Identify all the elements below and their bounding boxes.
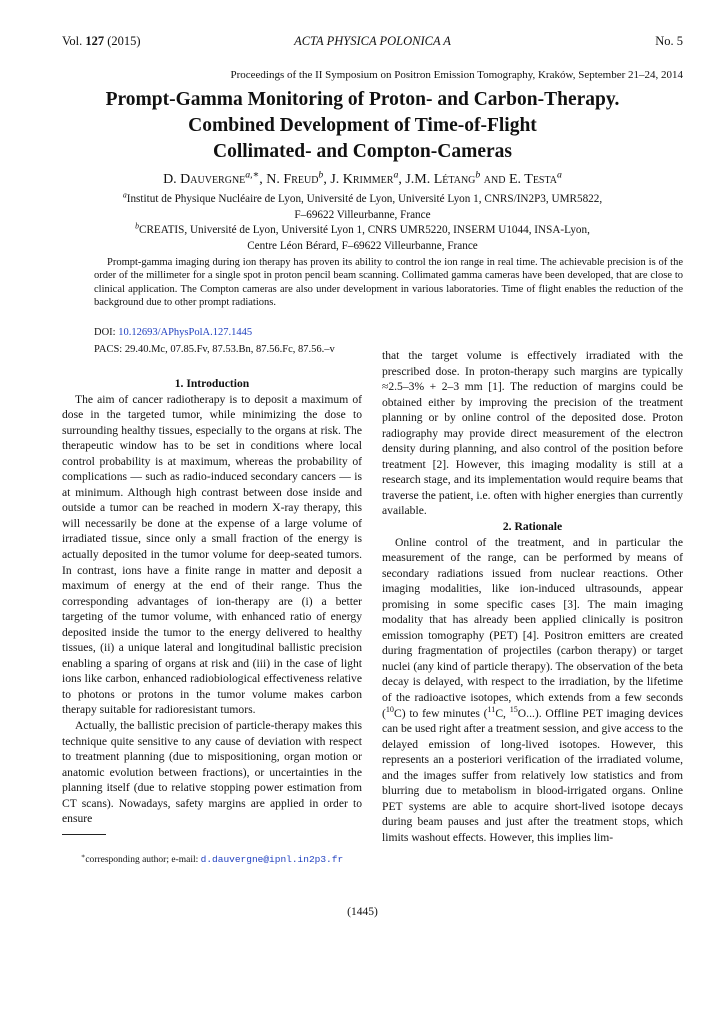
affiliation-a-cont: F–69622 Villeurbanne, France [294, 208, 431, 221]
section-title-rationale: 2. Rationale [502, 520, 563, 534]
author-name: E. Testa [508, 172, 558, 187]
volume-info: Vol. 127 (2015) [62, 34, 141, 48]
proceedings-line: Proceedings of the II Symposium on Positron Emission Tomography, Kraków, September 21–24, 2014 [230, 69, 683, 81]
issue-number: No. 5 [655, 34, 683, 48]
affiliations [40, 192, 685, 254]
journal-name: ACTA PHYSICA POLONICA A [294, 34, 451, 48]
doi-link[interactable]: 10.12693/APhysPolA.127.1445 [118, 327, 253, 338]
footnote: ∗corresponding author; e-mail: d.dauvergne@ipnl.in2p3.fr [80, 852, 344, 865]
affiliation-b: $^b$CREATIS, Université de Lyon, Université Lyon 1, CNRS UMR5220, INSERM U1044, INSA-Lyon, [135, 221, 590, 236]
author-affiliation-mark: a [557, 169, 562, 181]
affiliation-a: $^a$Institut de Physique Nucléaire de Lyon, Université de Lyon, Université Lyon 1, CNRS/IN2P3, UMR5822, [122, 190, 603, 205]
intro-paragraph-continued: that the target volume is effectively irradiated with the prescribed dose. In proton-therapy such margins are typically ≈2.5–3% + 2–3 mm [1]. The reduction of margins could be obtained either by improving the precision of the treatment planning or by online control of the deposited dose. Proton radiography may provide direct measurement of the electron density during planning, and also control of the position before treatment [2]. However, this imaging modality is still at a research stage, and its implementation would require beams that traverse the patient, i.e. often with higher energies than currently available. [382, 349, 683, 518]
author-affiliation-mark: b [475, 169, 481, 181]
title-line-3: Collimated- and Compton-Cameras [213, 141, 512, 162]
email-link[interactable]: d.dauvergne@ipnl.in2p3.fr [200, 854, 344, 865]
pacs-line: PACS: 29.40.Mc, 07.85.Fv, 87.53.Bn, 87.56.Fc, 87.56.–v [94, 344, 335, 355]
intro-paragraph-1: The aim of cancer radiotherapy is to deposit a maximum of dose in the targeted tumor, while minimizing the dose to surrounding healthy tissues, especially to the organs at risk. The therapeutic window has to be set in conditions where local control probability is at maximum, whereas the probability of complications — such as radio-induced secondary cancers — is at minimum. Although high contrast between dose inside and outside a tumor can be reached in modern X-ray therapy, this will necessarily be done at the expense of a large volume of irradiated tissue, since only a small fraction of the energy is actually deposited in the tumor volume for deep-seated tumors. In contrast, ions have a finite range in matter and deposit a maximum of energy at the end of their range. Thus the corresponding advantages of ion-therapy are (i) a better targeting of the tumor volume, with enhanced ratio of energy deposited inside the tumor to the energy delivered to healthy tissues, (ii) a unique lateral and longitudinal ballistic precision enabling a sparing of organs at risk and (iii) in the case of light ions like carbon, enhanced radiobiological effectiveness relative to photons or protons in the tumor volume makes carbon therapy suitable for radioresistant tumors. [62, 392, 362, 717]
doi-line: DOI: 10.12693/APhysPolA.127.1445 [94, 327, 253, 338]
author-affiliation-mark: b [318, 169, 324, 181]
author-name: J. Krimmer [330, 172, 394, 187]
paper-title [40, 87, 685, 165]
author-separator: , [259, 172, 267, 187]
author-name: J.M. Létang [405, 172, 476, 187]
title-line-2: Combined Development of Time-of-Flight [188, 115, 537, 136]
abstract-text: Prompt-gamma imaging during ion therapy has proven its ability to control the ion range in real time. The achievable precision is of the order of the millimeter for a single spot in proton pencil beam scanning. Collimated gamma cameras have been developed, that are close to clinical application. The Compton cameras are also under development in various laboratories. Time of flight enables the reduction of the background due to other prompt radiations. [94, 257, 683, 309]
intro-paragraph-2: Actually, the ballistic precision of particle-therapy makes this technique quite sensitive to any cause of deviation with respect to treatment planning (due to mispositioning, organ motion or anatomic evolution between fractions), or uncertainties in the planning itself (due to relative stopping power estimation from CT scans). Nowadays, safety margins are applied in order to ensure [62, 719, 362, 826]
author-separator: , [398, 172, 406, 187]
affiliation-b-cont: Centre Léon Bérard, F–69622 Villeurbanne, France [247, 239, 478, 252]
rationale-paragraph: Online control of the treatment, and in particular the measurement of the range, can be performed by means of secondary radiations issued from nuclear reactions. Other imaging modalities, like ion-induced ultrasounds, appear promising in some specific cases [3]. The main imaging modality that has already been applied clinically is positron emission tomography (PET) [4]. Positron emitters are created during fragmentation of projectiles (carbon therapy) or target nuclei (any kind of particle therapy). The observation of the beta decay is delayed, with respect to the irradiation, by the lifetime of the radioactive isotopes, which extends from a few seconds ($^{10}$C) to few minutes ($^{11}$C, $^{15}$O...). Offline PET imaging devices can be used right after a treatment session, and give access to the delayed emission of long-lived isotopes. However, this represents an a posteriori verification of the irradiated volume, and the images suffer from relatively low statistics and from blurring due to metabolism in blood-irrigated organs. Online PET systems are able to acquire short-lived isotope decays during beam pauses and just after the treatment stops, which limits washout effects. However, this implies lim- [382, 535, 684, 844]
author-list [40, 169, 685, 188]
author-separator: , [323, 172, 331, 187]
title-line-1: Prompt-Gamma Monitoring of Proton- and Carbon-Therapy. [105, 89, 620, 110]
author-affiliation-mark: a [393, 169, 399, 181]
author-name: N. Freud [266, 172, 319, 187]
author-separator: and [480, 172, 509, 187]
author-affiliation-mark: a,∗ [245, 169, 260, 181]
author-name: D. Dauvergne [163, 172, 246, 187]
section-title-introduction: 1. Introduction [174, 377, 250, 390]
right-column [382, 348, 683, 846]
abstract [94, 256, 683, 310]
left-column [62, 376, 362, 827]
page-number: (1445) [347, 906, 378, 918]
footnote-rule [62, 834, 106, 835]
